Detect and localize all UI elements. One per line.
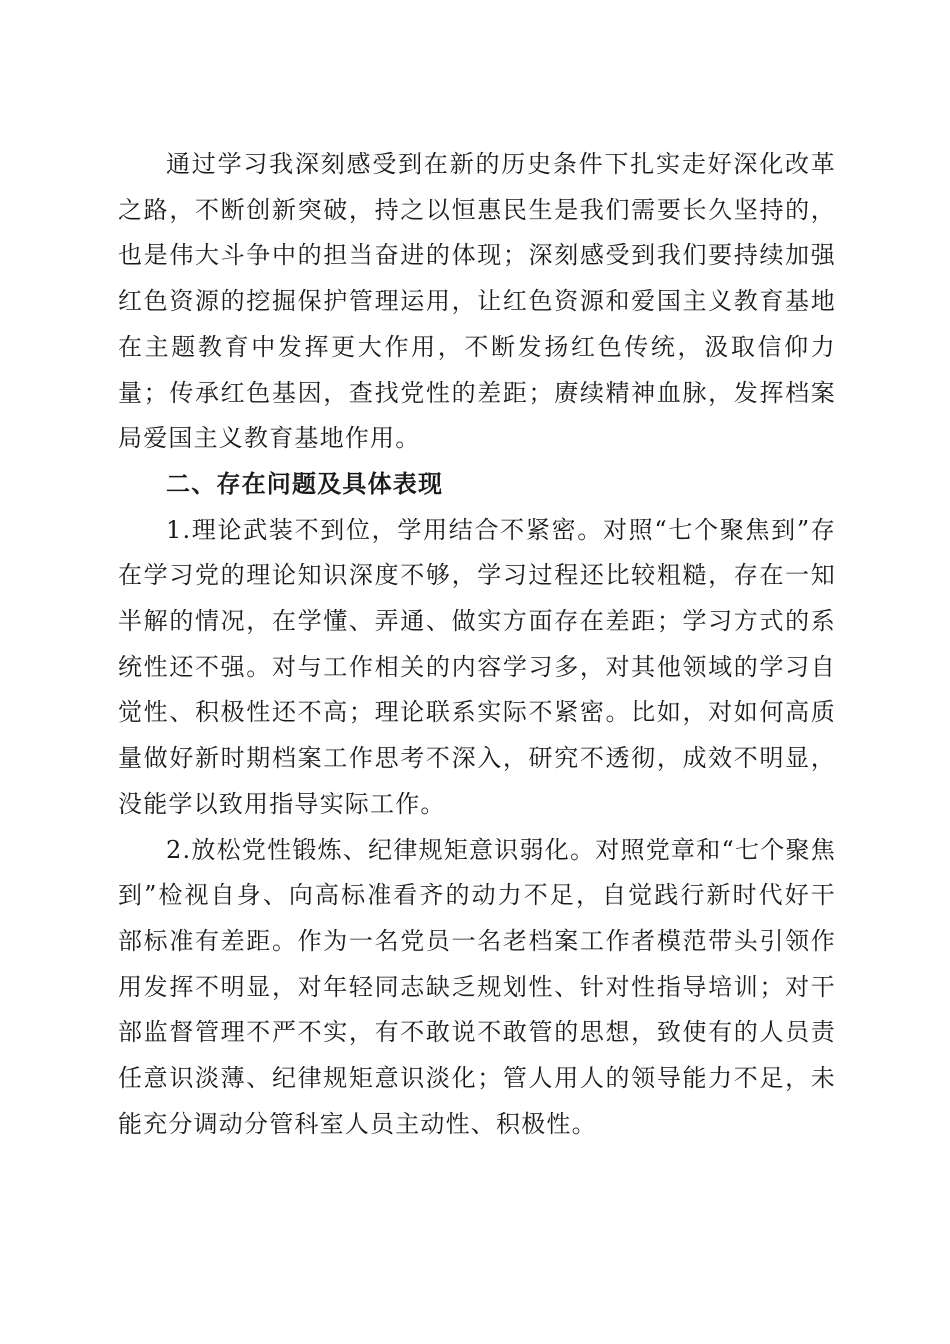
document-body [118,142,836,1147]
section-heading: 二、存在问题及具体表现 [166,469,444,498]
paragraph-problem-2: 2.放松党性锻炼、纪律规矩意识弱化。对照党章和“七个聚焦到”检视自身、向高标准看齐的动力不足，自觉践行新时代好干部标准有差距。作为一名党员一名老档案工作者模范带头引领作用发挥不明显，对年轻同志缺乏规划性、针对性指导培训；对干部监督管理不严不实，有不敢说不敢管的思想，致使有的人员责任意识淡薄、纪律规矩意识淡化；管人用人的领导能力不足，未能充分调动分管科室人员主动性、积极性。 [118,835,836,1138]
paragraph-problem-1: 1.理论武装不到位，学用结合不紧密。对照“七个聚焦到”存在学习党的理论知识深度不够，学习过程还比较粗糙，存在一知半解的情况，在学懂、弄通、做实方面存在差距；学习方式的系统性还不强。对与工作相关的内容学习多，对其他领域的学习自觉性、积极性还不高；理论联系实际不紧密。比如，对如何高质量做好新时期档案工作思考不深入，研究不透彻，成效不明显，没能学以致用指导实际工作。 [118,515,836,818]
paragraph-study-reflection: 通过学习我深刻感受到在新的历史条件下扎实走好深化改革之路，不断创新突破，持之以恒惠民生是我们需要长久坚持的，也是伟大斗争中的担当奋进的体现；深刻感受到我们要持续加强红色资源的挖掘保护管理运用，让红色资源和爱国主义教育基地在主题教育中发挥更大作用，不断发扬红色传统，汲取信仰力量；传承红色基因，查找党性的差距；赓续精神血脉，发挥档案局爱国主义教育基地作用。 [118,150,836,453]
